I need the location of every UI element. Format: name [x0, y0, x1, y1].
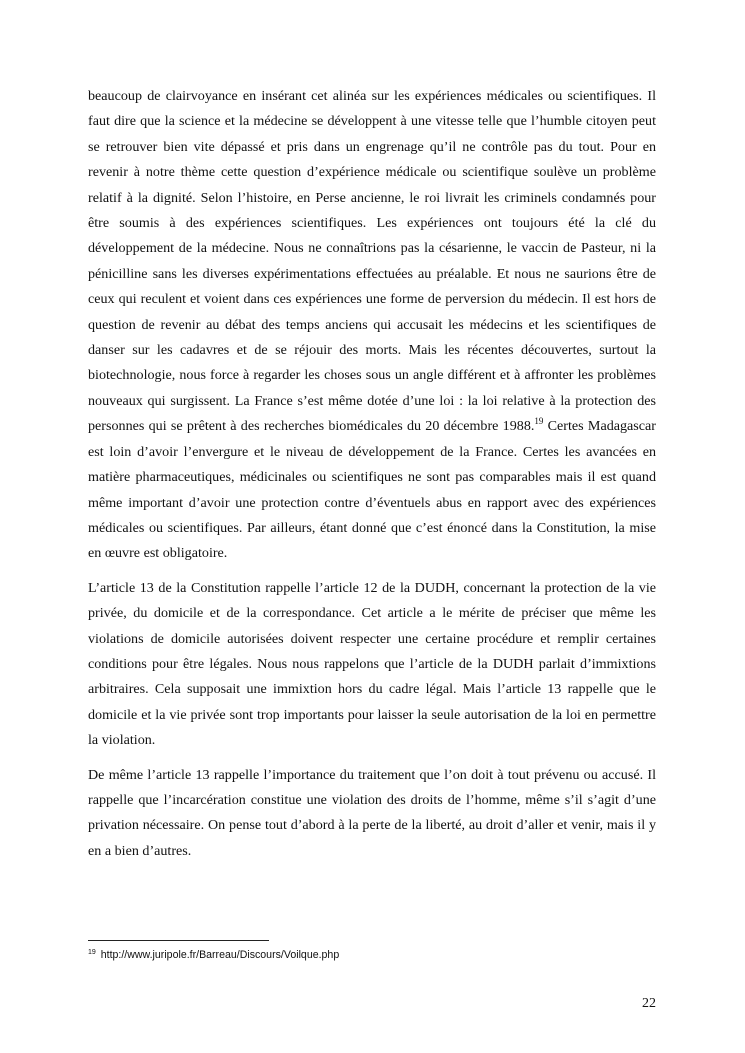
footnote-reference[interactable]: 19: [534, 416, 544, 427]
paragraph-1: [88, 84, 656, 567]
paragraph-1-part1: beaucoup de clairvoyance en insérant cet alinéa sur les expériences médicales ou scientifiques. Il faut dire que la science et la médecine se développent à une vitesse telle que l’humble citoyen peut se retrouver bien vite dépassé et pris dans un engrenage qu’il ne contrôle pas du tout. Pour en revenir à notre thème cette question d’expérience médicale ou scientifique soulève un problème relatif à la dignité. Selon l’histoire, en Perse ancienne, le roi livrait les criminels condamnés pour être soumis à des expériences scientifiques. Les expériences ont toujours été la clé du développement de la médecine. Nous ne connaîtrions pas la césarienne, le vaccin de Pasteur, ni la pénicilline sans les diverses expérimentations effectuées au préalable. Et nous ne saurions être de ceux qui reculent et voient dans ces expériences une forme de perversion du médecin. Il est hors de question de revenir au débat des temps anciens qui accusait les médecins et les scientifiques de danser sur les cadavres et de se réjouir des morts. Mais les récentes découvertes, surtout la biotechnologie, nous force à regarder les choses sous un angle différent et à affronter les problèmes nouveaux qui surgissent. La France s’est même dotée d’une loi : la loi relative à la protection des personnes qui se prêtent à des recherches biomédicales du 20 décembre 1988.: [88, 88, 656, 435]
footnote-separator: [88, 940, 269, 941]
page-number: 22: [642, 996, 656, 1011]
paragraph-3: De même l’article 13 rappelle l’importance du traitement que l’on doit à tout prévenu ou accusé. Il rappelle que l’incarcération constitue une violation des droits de l’homme, même s’il s’agit d’une privation nécessaire. On pense tout d’abord à la perte de la liberté, au droit d’aller et venir, mais il y en a bien d’autres.: [88, 766, 656, 859]
body-text: [88, 84, 656, 873]
paragraph-2: L’article 13 de la Constitution rappelle l’article 12 de la DUDH, concernant la protection de la vie privée, du domicile et de la correspondance. Cet article a le mérite de préciser que même les violations de domicile autorisées doivent respecter une certaine procédure et remplir certaines conditions pour être légales. Nous nous rappelons que l’article de la DUDH parlait d’immixtions arbitraires. Cela supposait une immixtion hors du cadre légal. Mais l’article 13 rappelle que le domicile et la vie privée sont trop importants pour laisser la seule autorisation de la loi en permettre la violation.: [88, 579, 656, 749]
paragraph-1-part2: Certes Madagascar est loin d’avoir l’envergure et le niveau de développement de la France. Certes les avancées en matière pharmaceutiques, médicinales ou scientifiques ne sont pas comparables mais il est quand même important d’avoir une protection contre d’éventuels abus en rapport avec des expériences médicales ou scientifiques. Par ailleurs, étant donné que c’est énoncé dans la Constitution, la mise en œuvre est obligatoire.: [88, 418, 656, 562]
footnote-number: 19: [88, 949, 96, 956]
footnote: [88, 948, 656, 962]
footnote-link[interactable]: http://www.juripole.fr/Barreau/Discours/Voilque.php: [97, 949, 340, 961]
